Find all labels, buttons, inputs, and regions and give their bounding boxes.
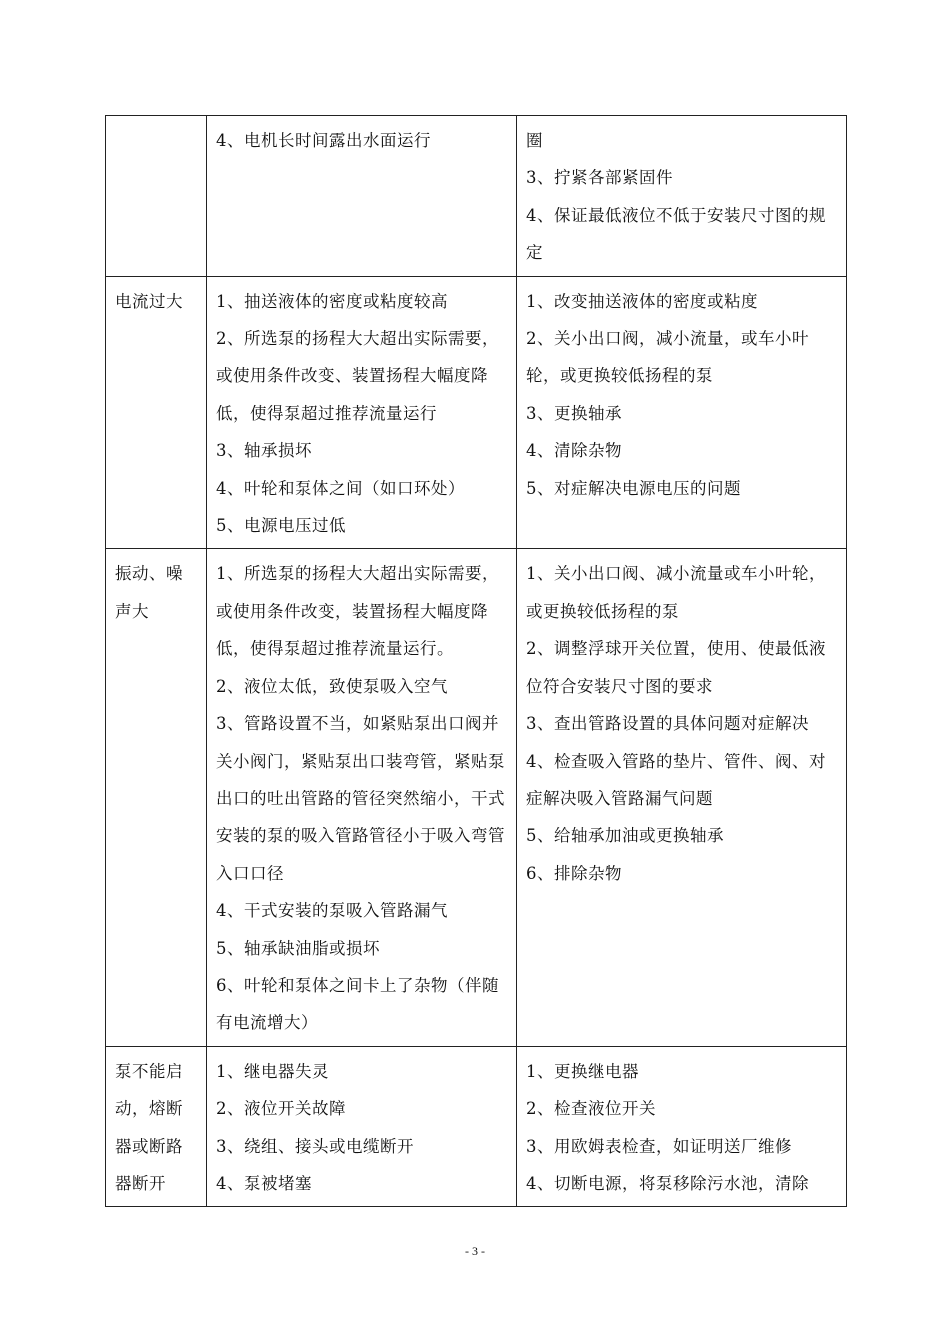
remedy-item: 2、调整浮球开关位置，使用、使最低液位符合安装尺寸图的要求: [526, 639, 826, 696]
remedy-cell: [517, 116, 847, 277]
cause-item: 1、继电器失灵: [216, 1061, 329, 1081]
cause-item: 4、叶轮和泵体之间（如口环处）: [216, 478, 465, 498]
remedy-item: 3、用欧姆表检查，如证明送厂维修: [526, 1136, 792, 1156]
remedy-item: 6、排除杂物: [526, 863, 622, 883]
table-row: [106, 549, 847, 1046]
cause-cell: [207, 549, 517, 1046]
page-number: - 3 -: [465, 1244, 485, 1258]
remedy-item: 5、对症解决电源电压的问题: [526, 478, 741, 498]
remedy-item: 1、更换继电器: [526, 1061, 639, 1081]
remedy-cell: [517, 1046, 847, 1207]
remedy-item: 3、更换轴承: [526, 403, 622, 423]
symptom-cell: 电流过大: [106, 276, 207, 549]
remedy-item: 5、给轴承加油或更换轴承: [526, 826, 724, 846]
cause-item: 5、电源电压过低: [216, 516, 346, 536]
table-row: [106, 1046, 847, 1207]
remedy-item: 4、清除杂物: [526, 441, 622, 461]
cause-item: 4、电机长时间露出水面运行: [216, 131, 431, 150]
remedy-item: 圈: [526, 131, 543, 150]
troubleshooting-table: [105, 115, 847, 1207]
remedy-item: 2、检查液位开关: [526, 1099, 656, 1119]
cause-item: 5、轴承缺油脂或损坏: [216, 938, 380, 958]
cause-item: 4、泵被堵塞: [216, 1173, 312, 1193]
cause-cell: [207, 116, 517, 277]
remedy-item: 2、关小出口阀，减小流量，或车小叶轮，或更换较低扬程的泵: [526, 329, 809, 386]
cause-item: 3、绕组、接头或电缆断开: [216, 1136, 414, 1156]
remedy-item: 4、保证最低液位不低于安装尺寸图的规定: [526, 205, 826, 263]
remedy-cell: [517, 549, 847, 1046]
cause-item: 2、液位开关故障: [216, 1099, 346, 1119]
remedy-item: 3、查出管路设置的具体问题对症解决: [526, 714, 809, 734]
cause-item: 2、所选泵的扬程大大超出实际需要，或使用条件改变、装置扬程大幅度降低，使得泵超过推荐流量运行: [216, 329, 499, 423]
cause-item: 1、抽送液体的密度或粘度较高: [216, 291, 448, 311]
cause-cell: [207, 276, 517, 549]
symptom-cell: 振动、噪声大: [106, 549, 207, 1046]
cause-item: 2、液位太低，致使泵吸入空气: [216, 676, 448, 696]
remedy-item: 1、改变抽送液体的密度或粘度: [526, 291, 758, 311]
symptom-cell: [106, 116, 207, 277]
remedy-item: 3、拧紧各部紧固件: [526, 168, 673, 188]
symptom-cell: 泵不能启动，熔断器或断路器断开: [106, 1046, 207, 1207]
remedy-item: 1、关小出口阀、减小流量或车小叶轮，或更换较低扬程的泵: [526, 564, 826, 621]
cause-item: 3、轴承损坏: [216, 441, 312, 461]
cause-cell: [207, 1046, 517, 1207]
remedy-item: 4、检查吸入管路的垫片、管件、阀、对症解决吸入管路漏气问题: [526, 751, 826, 808]
table-row: [106, 116, 847, 277]
table-row: [106, 276, 847, 549]
cause-item: 1、所选泵的扬程大大超出实际需要，或使用条件改变，装置扬程大幅度降低，使得泵超过推荐流量运行。: [216, 564, 499, 659]
remedy-item: 4、切断电源，将泵移除污水池，清除: [526, 1173, 809, 1193]
cause-item: 6、叶轮和泵体之间卡上了杂物（伴随有电流增大）: [216, 975, 499, 1033]
remedy-cell: [517, 276, 847, 549]
cause-item: 3、管路设置不当，如紧贴泵出口阀并关小阀门，紧贴泵出口装弯管，紧贴泵出口的吐出管路的管径突然缩小，干式安装的泵的吸入管路管径小于吸入弯管入口口径: [216, 714, 505, 883]
cause-item: 4、干式安装的泵吸入管路漏气: [216, 901, 448, 921]
